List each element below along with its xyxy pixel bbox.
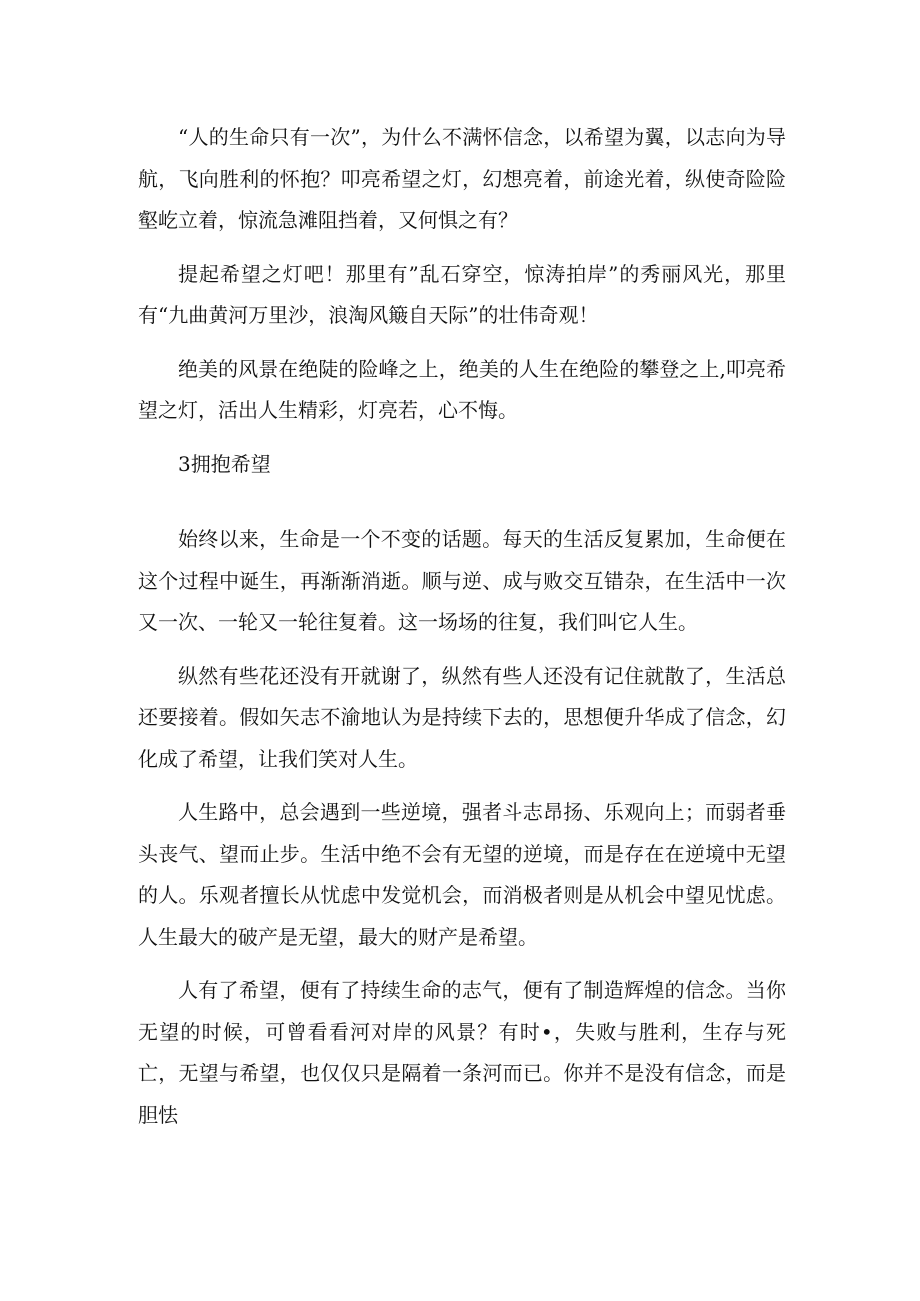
paragraph: 纵然有些花还没有开就谢了，纵然有些人还没有记住就散了，生活总还要接着。假如矢志不渝地认为是持续下去的，思想便升华成了信念，幻化成了希望，让我们笑对人生。 — [138, 663, 786, 771]
paragraph: 人有了希望，便有了持续生命的志气，便有了制造辉煌的信念。当你无望的时候，可曾看看河对岸的风景？有时•，失败与胜利，生存与死亡，无望与希望，也仅仅只是隔着一条河而已。你并不是没有信念，而是胆怯 — [138, 978, 786, 1127]
paragraph: 人生路中，总会遇到一些逆境，强者斗志昂扬、乐观向上；而弱者垂头丧气、望而止步。生活中绝不会有无望的逆境，而是存在在逆境中无望的人。乐观者擅长从忧虑中发觉机会，而消极者则是从机会中望见忧虑。人生最大的破产是无望，最大的财产是希望。 — [138, 800, 786, 949]
paragraph: 绝美的风景在绝陡的险峰之上，绝美的人生在绝险的攀登之上,叩亮希望之灯，活出人生精彩，灯亮若，心不悔。 — [138, 356, 786, 422]
paragraph: “人的生命只有一次”，为什么不满怀信念，以希望为翼，以志向为导航，飞向胜利的怀抱？叩亮希望之灯，幻想亮着，前途光着，纵使奇险险壑屹立着，惊流急滩阻挡着，又何惧之有？ — [138, 125, 786, 232]
document-body — [138, 117, 786, 1148]
section-heading: 3拥抱希望 — [178, 451, 271, 476]
paragraph: 提起希望之灯吧！那里有”乱石穿空，惊涛拍岸”的秀丽风光，那里有“九曲黄河万里沙，浪淘风簸自天际”的壮伟奇观！ — [138, 261, 786, 327]
paragraph: 始终以来，生命是一个不变的话题。每天的生活反复累加，生命便在这个过程中诞生，再渐渐消逝。顺与逆、成与败交互错杂，在生活中一次又一次、一轮又一轮往复着。这一场场的往复，我们叫它人生。 — [138, 527, 786, 634]
